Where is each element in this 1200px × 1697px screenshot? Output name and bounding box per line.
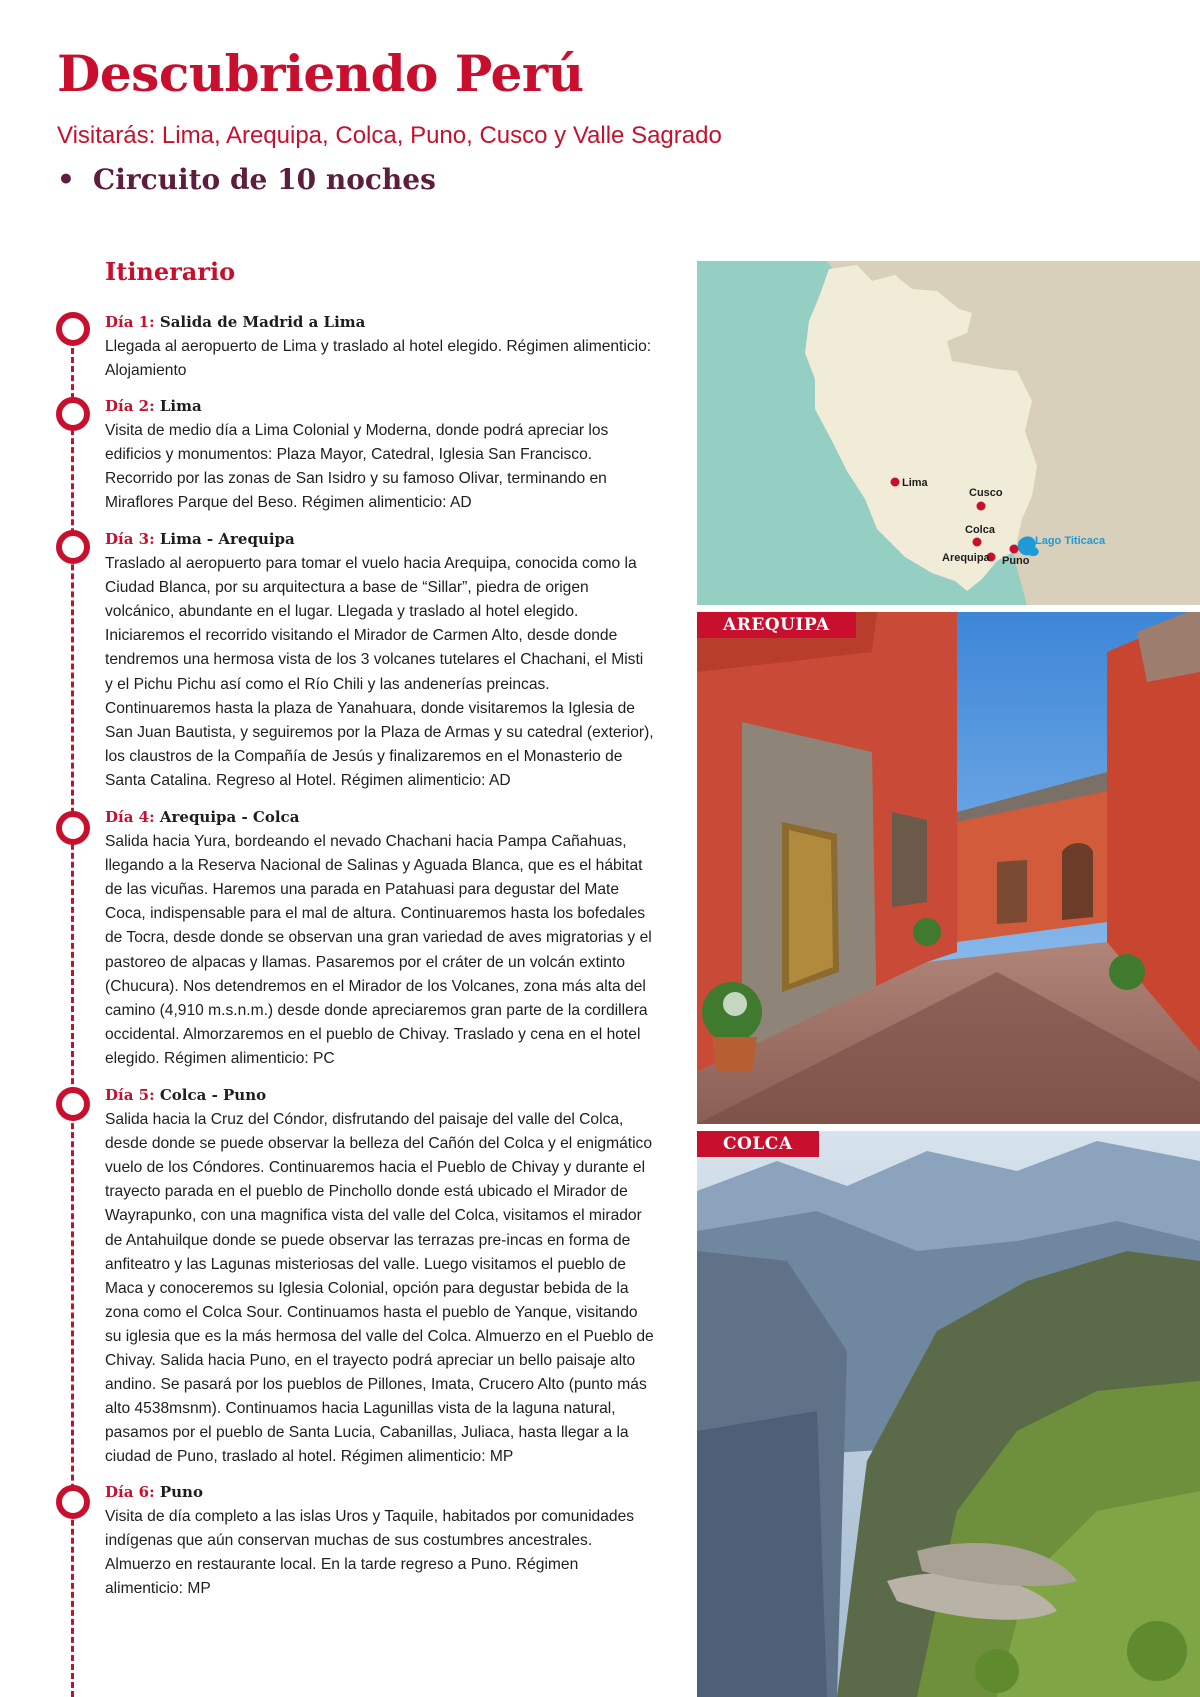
day-name: Lima - Arequipa	[159, 530, 295, 548]
lake-label: Lago Titicaca	[1035, 535, 1106, 547]
city-label-colca: Colca	[965, 524, 995, 536]
city-marker-colca	[973, 538, 982, 547]
itinerary-day-2	[105, 394, 655, 515]
timeline-marker-day-2	[56, 397, 90, 431]
arequipa-photo-graphic	[697, 612, 1200, 1124]
timeline-marker-day-5	[56, 1087, 90, 1121]
city-label-lima: Lima	[902, 477, 928, 489]
arequipa-label: AREQUIPA	[697, 612, 856, 638]
day-name: Arequipa - Colca	[159, 808, 300, 826]
day-number: Día 5:	[105, 1086, 155, 1104]
timeline-marker-day-6	[56, 1485, 90, 1519]
itinerary-day-1	[105, 310, 655, 383]
itinerary-title: Itinerario	[105, 257, 236, 286]
day-description: Llegada al aeropuerto de Lima y traslado al hotel elegido. Régimen alimenticio: Alojamiento	[105, 338, 652, 380]
day-number: Día 1:	[105, 313, 155, 331]
city-marker-puno	[1010, 545, 1019, 554]
destinations-subtitle: Visitarás: Lima, Arequipa, Colca, Puno, Cusco y Valle Sagrado	[57, 122, 722, 149]
itinerary-day-5	[105, 1083, 655, 1470]
city-label-puno: Puno	[1002, 555, 1030, 567]
day-heading	[105, 394, 655, 418]
city-label-arequipa: Arequipa	[942, 552, 990, 564]
timeline-marker-day-1	[56, 312, 90, 346]
peru-map-graphic	[697, 261, 1200, 605]
colca-photo	[697, 1131, 1200, 1697]
day-heading	[105, 1083, 655, 1107]
day-number: Día 4:	[105, 808, 155, 826]
day-description: Visita de día completo a las islas Uros y Taquile, habitados por comunidades indígenas que aún conservan muchas de sus costumbres ancestrales. Almuerzo en restaurante local. En la tarde regreso a Puno. Régimen alimenticio: MP	[105, 1508, 635, 1598]
day-description: Salida hacia la Cruz del Cóndor, disfrutando del paisaje del valle del Colca, desde donde se puede observar la belleza del Cañón del Colca y el enigmático vuelo de los Cóndores. Continuaremos hacia el Pueblo de Chivay y durante el trayecto parada en el pueblo de Pinchollo donde está ubicado el Mirador de Wayrapunko, con una magnifica vista del valle del Colca, visitamos el mirador de Antahuilque donde se puede observar las terrazas pre-incas en forma de anfiteatro y las Lagunas misteriosas del valle. Luego visitamos el pueblo de Maca y conoceremos su Iglesia Colonial, opción para degustar bebida de la zona como el Colca Sour. Continuamos hasta el pueblo de Yanque, visitando su iglesia que es la más hermosa del valle del Colca. Almuerzo en el Pueblo de Chivay. Salida hacia Puno, en el trayecto podrá apreciar un bello paisaje alto andino. Se pasará por los pueblos de Pillones, Imata, Crucero Alto (punto más alto 4538msnm). Continuamos hacia Lagunillas vista de la laguna natural, pasamos por el pueblo de Santa Lucia, Cabanillas, Juliaca, hasta llegar a la ciudad de Puno, traslado al hotel. Régimen alimenticio: MP	[105, 1111, 654, 1466]
day-heading	[105, 805, 655, 829]
day-name: Puno	[159, 1483, 203, 1501]
city-marker-cusco	[977, 502, 986, 511]
day-name: Salida de Madrid a Lima	[159, 313, 366, 331]
city-label-cusco: Cusco	[969, 487, 1003, 499]
day-description: Traslado al aeropuerto para tomar el vuelo hacia Arequipa, conocida como la Ciudad Blanca, por su arquitectura a base de “Sillar”, piedra de origen volcánico, abundante en el lugar. Llegada y traslado al hotel elegido. Iniciaremos el recorrido visitando el Mirador de Carmen Alto, desde donde tendremos una hermosa vista de los 3 volcanes tutelares el Chachani, el Misti y el Pichu Pichu así como el Río Chili y las andenerías preincas. Continuaremos hasta la plaza de Yanahuara, donde visitaremos la Iglesia de San Juan Bautista, y seguiremos por la Plaza de Armas y su catedral (exterior), los claustros de la Compañía de Jesús y finalizaremos en el Monasterio de Santa Catalina. Regreso al Hotel. Régimen alimenticio: AD	[105, 555, 654, 789]
day-description: Visita de medio día a Lima Colonial y Moderna, donde podrá apreciar los edificios y monumentos: Plaza Mayor, Catedral, Iglesia San Francisco. Recorrido por las zonas de San Isidro y su famoso Olivar, terminando en Miraflores Parque del Beso. Régimen alimenticio: AD	[105, 422, 609, 512]
day-name: Lima	[159, 397, 202, 415]
day-description: Salida hacia Yura, bordeando el nevado Chachani hacia Pampa Cañahuas, llegando a la Reserva Nacional de Salinas y Aguada Blanca, que es el hábitat de las vicuñas. Haremos una parada en Patahuasi para degustar del Mate Coca, indispensable para el mal de altura. Continuaremos hasta los bofedales de Tocra, desde donde se observan una gran variedad de aves migratorias y el pastoreo de alpacas y llamas. Pasaremos por el cráter de un volcán extinto (Chucura). Nos detendremos en el Mirador de los Volcanes, zona más alta del camino (4,910 m.s.n.m.) desde donde apreciaremos gran parte de la cordillera occidental. Almorzaremos en el pueblo de Chivay. Traslado y cena en el hotel elegido. Régimen alimenticio: PC	[105, 833, 652, 1067]
day-number: Día 6:	[105, 1483, 155, 1501]
page-title: Descubriendo Perú	[57, 44, 584, 103]
arequipa-photo	[697, 612, 1200, 1124]
city-marker-lima	[891, 478, 900, 487]
itinerary-day-6	[105, 1480, 655, 1601]
day-heading	[105, 310, 655, 334]
day-name: Colca - Puno	[159, 1086, 267, 1104]
timeline-marker-day-3	[56, 530, 90, 564]
peru-map	[697, 261, 1200, 605]
day-heading	[105, 1480, 655, 1504]
circuit-duration	[57, 163, 436, 196]
bullet-point: •	[57, 163, 75, 196]
day-number: Día 3:	[105, 530, 155, 548]
day-number: Día 2:	[105, 397, 155, 415]
day-heading	[105, 527, 655, 551]
colca-label: COLCA	[697, 1131, 819, 1157]
colca-photo-graphic	[697, 1131, 1200, 1697]
itinerary-day-4	[105, 805, 655, 1071]
timeline-marker-day-4	[56, 811, 90, 845]
itinerary-day-3	[105, 527, 655, 793]
circuit-label: Circuito de 10 noches	[92, 163, 436, 196]
